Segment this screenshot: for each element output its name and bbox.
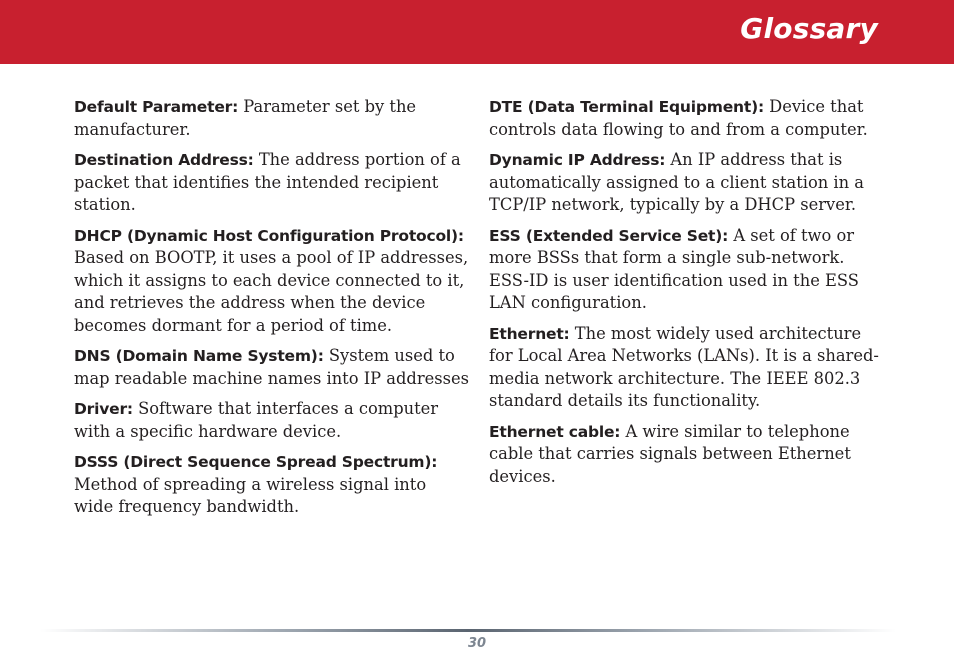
glossary-definition: Software that interfaces a computer with a specific hardware device.	[74, 399, 439, 441]
glossary-term: Dynamic IP Address:	[489, 151, 666, 169]
glossary-definition: A wire similar to telephone cable that carries signals between Ethernet devices.	[489, 421, 851, 486]
glossary-entry-dsss	[74, 451, 469, 519]
glossary-entry-dns	[74, 345, 469, 390]
glossary-term: Driver:	[74, 400, 133, 418]
glossary-entry-dte	[489, 96, 887, 141]
glossary-entry-ethernet-cable	[489, 421, 887, 489]
glossary-entry-dhcp	[74, 225, 469, 338]
glossary-column-right	[489, 96, 887, 496]
glossary-definition: System used to map readable machine names into IP addresses	[74, 346, 469, 388]
glossary-term: DSSS (Direct Sequence Spread Spectrum):	[74, 453, 438, 471]
glossary-term: DNS (Domain Name System):	[74, 347, 324, 365]
glossary-column-left	[74, 96, 469, 527]
glossary-term: Default Parameter:	[74, 98, 239, 116]
glossary-entry-dynamic-ip	[489, 149, 887, 217]
glossary-definition: The most widely used architecture for Local Area Networks (LANs). It is a shared-media network architecture. The IEEE 802.3 standard details its functionality.	[489, 323, 879, 410]
glossary-term: Ethernet cable:	[489, 422, 621, 441]
glossary-term: Ethernet:	[489, 324, 570, 343]
glossary-definition: Parameter set by the manufacturer.	[74, 97, 417, 139]
glossary-entry-default-parameter	[74, 96, 469, 141]
glossary-definition: Method of spreading a wireless signal into wide frequency bandwidth.	[74, 474, 427, 516]
glossary-definition: An IP address that is automatically assigned to a client station in a TCP/IP network, typically by a DHCP server.	[489, 150, 864, 214]
page-number: 30	[467, 636, 487, 651]
glossary-term: DTE (Data Terminal Equipment):	[489, 98, 764, 116]
glossary-entry-destination-address	[74, 149, 469, 217]
glossary-term: ESS (Extended Service Set):	[489, 226, 729, 245]
footer-divider	[40, 629, 896, 632]
glossary-entry-driver	[74, 398, 469, 443]
glossary-term: DHCP (Dynamic Host Configuration Protocol):	[74, 226, 464, 245]
page-title: Glossary	[740, 12, 878, 45]
glossary-definition: Based on BOOTP, it uses a pool of IP addresses, which it assigns to each device connected to it, and retrieves the address when the device becomes dormant for a period of time.	[74, 248, 469, 335]
glossary-definition: A set of two or more BSSs that form a single sub-network. ESS-ID is user identification used in the ESS LAN configuration.	[489, 225, 859, 312]
glossary-entry-ethernet	[489, 323, 887, 413]
glossary-entry-ess	[489, 225, 887, 315]
glossary-term: Destination Address:	[74, 151, 254, 169]
glossary-definition: The address portion of a packet that identifies the intended recipient station.	[74, 150, 461, 214]
header-bar	[0, 0, 954, 64]
glossary-definition: Device that controls data flowing to and from a computer.	[489, 97, 868, 139]
